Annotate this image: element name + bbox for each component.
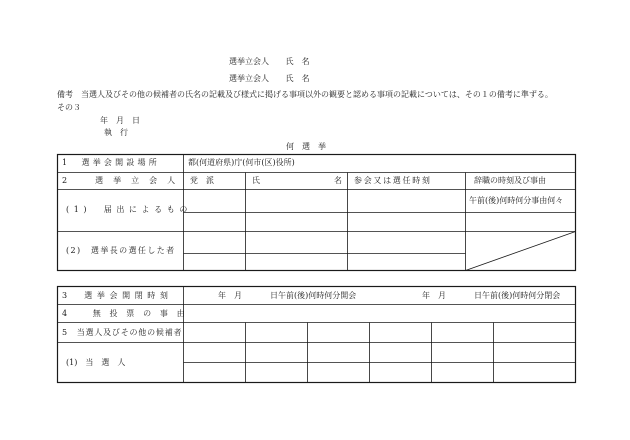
row-filed-resign-value: 午前(後)何時何分事由何々 xyxy=(469,196,564,205)
row-venue-value: 都(何道府県)庁(何市(区)役所) xyxy=(188,158,295,167)
election-title: 何 選 挙 xyxy=(286,142,326,151)
open-time-value: 日午前(後)何時何分開会 xyxy=(270,291,357,300)
witness-name-1: 氏 名 xyxy=(285,57,310,66)
row-filed-label: (1) 届出によるもの xyxy=(66,205,192,214)
col-resign: 辞職の時刻及び事由 xyxy=(474,176,546,185)
col-name-a: 氏 xyxy=(252,176,260,185)
row-elected-label: (1) 当 選 人 xyxy=(66,358,126,367)
row-witness-label: 2 選挙立会人 xyxy=(62,176,186,185)
witness-role-1: 選挙立会人 xyxy=(229,57,269,66)
note-text: 備考 当選人及びその他の候補者の氏名の記載及び様式に掲げる事項以外の観要と認める事項の記載については、その１の備考に準ずる。 xyxy=(57,90,553,99)
resign-diagonal xyxy=(466,232,576,271)
witness-role-2: 選挙立会人 xyxy=(229,74,269,83)
row-venue-label-text: 1 選挙会開設場所 xyxy=(62,158,160,167)
row-session-time-label: 3 選挙会開閉時刻 xyxy=(62,291,173,300)
col-party: 党 派 xyxy=(190,176,214,185)
col-name-b: 名 xyxy=(334,176,342,185)
form-number: その３ xyxy=(57,103,81,112)
exec-label: 執 行 xyxy=(104,128,128,137)
row-no-vote-label: 4 無投票の事由 xyxy=(62,309,194,318)
open-year-month: 年 月 xyxy=(218,291,242,300)
witness-name-2: 氏 名 xyxy=(285,74,310,83)
close-year-month: 年 月 xyxy=(422,291,446,300)
close-time-value: 日午前(後)何時何分閉会 xyxy=(474,291,561,300)
date-label: 年 月 日 xyxy=(100,116,140,125)
row-appointed-label: (2) 選挙長の選任した者 xyxy=(66,246,176,255)
row-candidates-label: 5 当選人及びその他の候補者 xyxy=(62,328,183,337)
col-attend-time: 参会又は選任時刻 xyxy=(354,176,432,185)
row-venue-label xyxy=(62,159,179,167)
